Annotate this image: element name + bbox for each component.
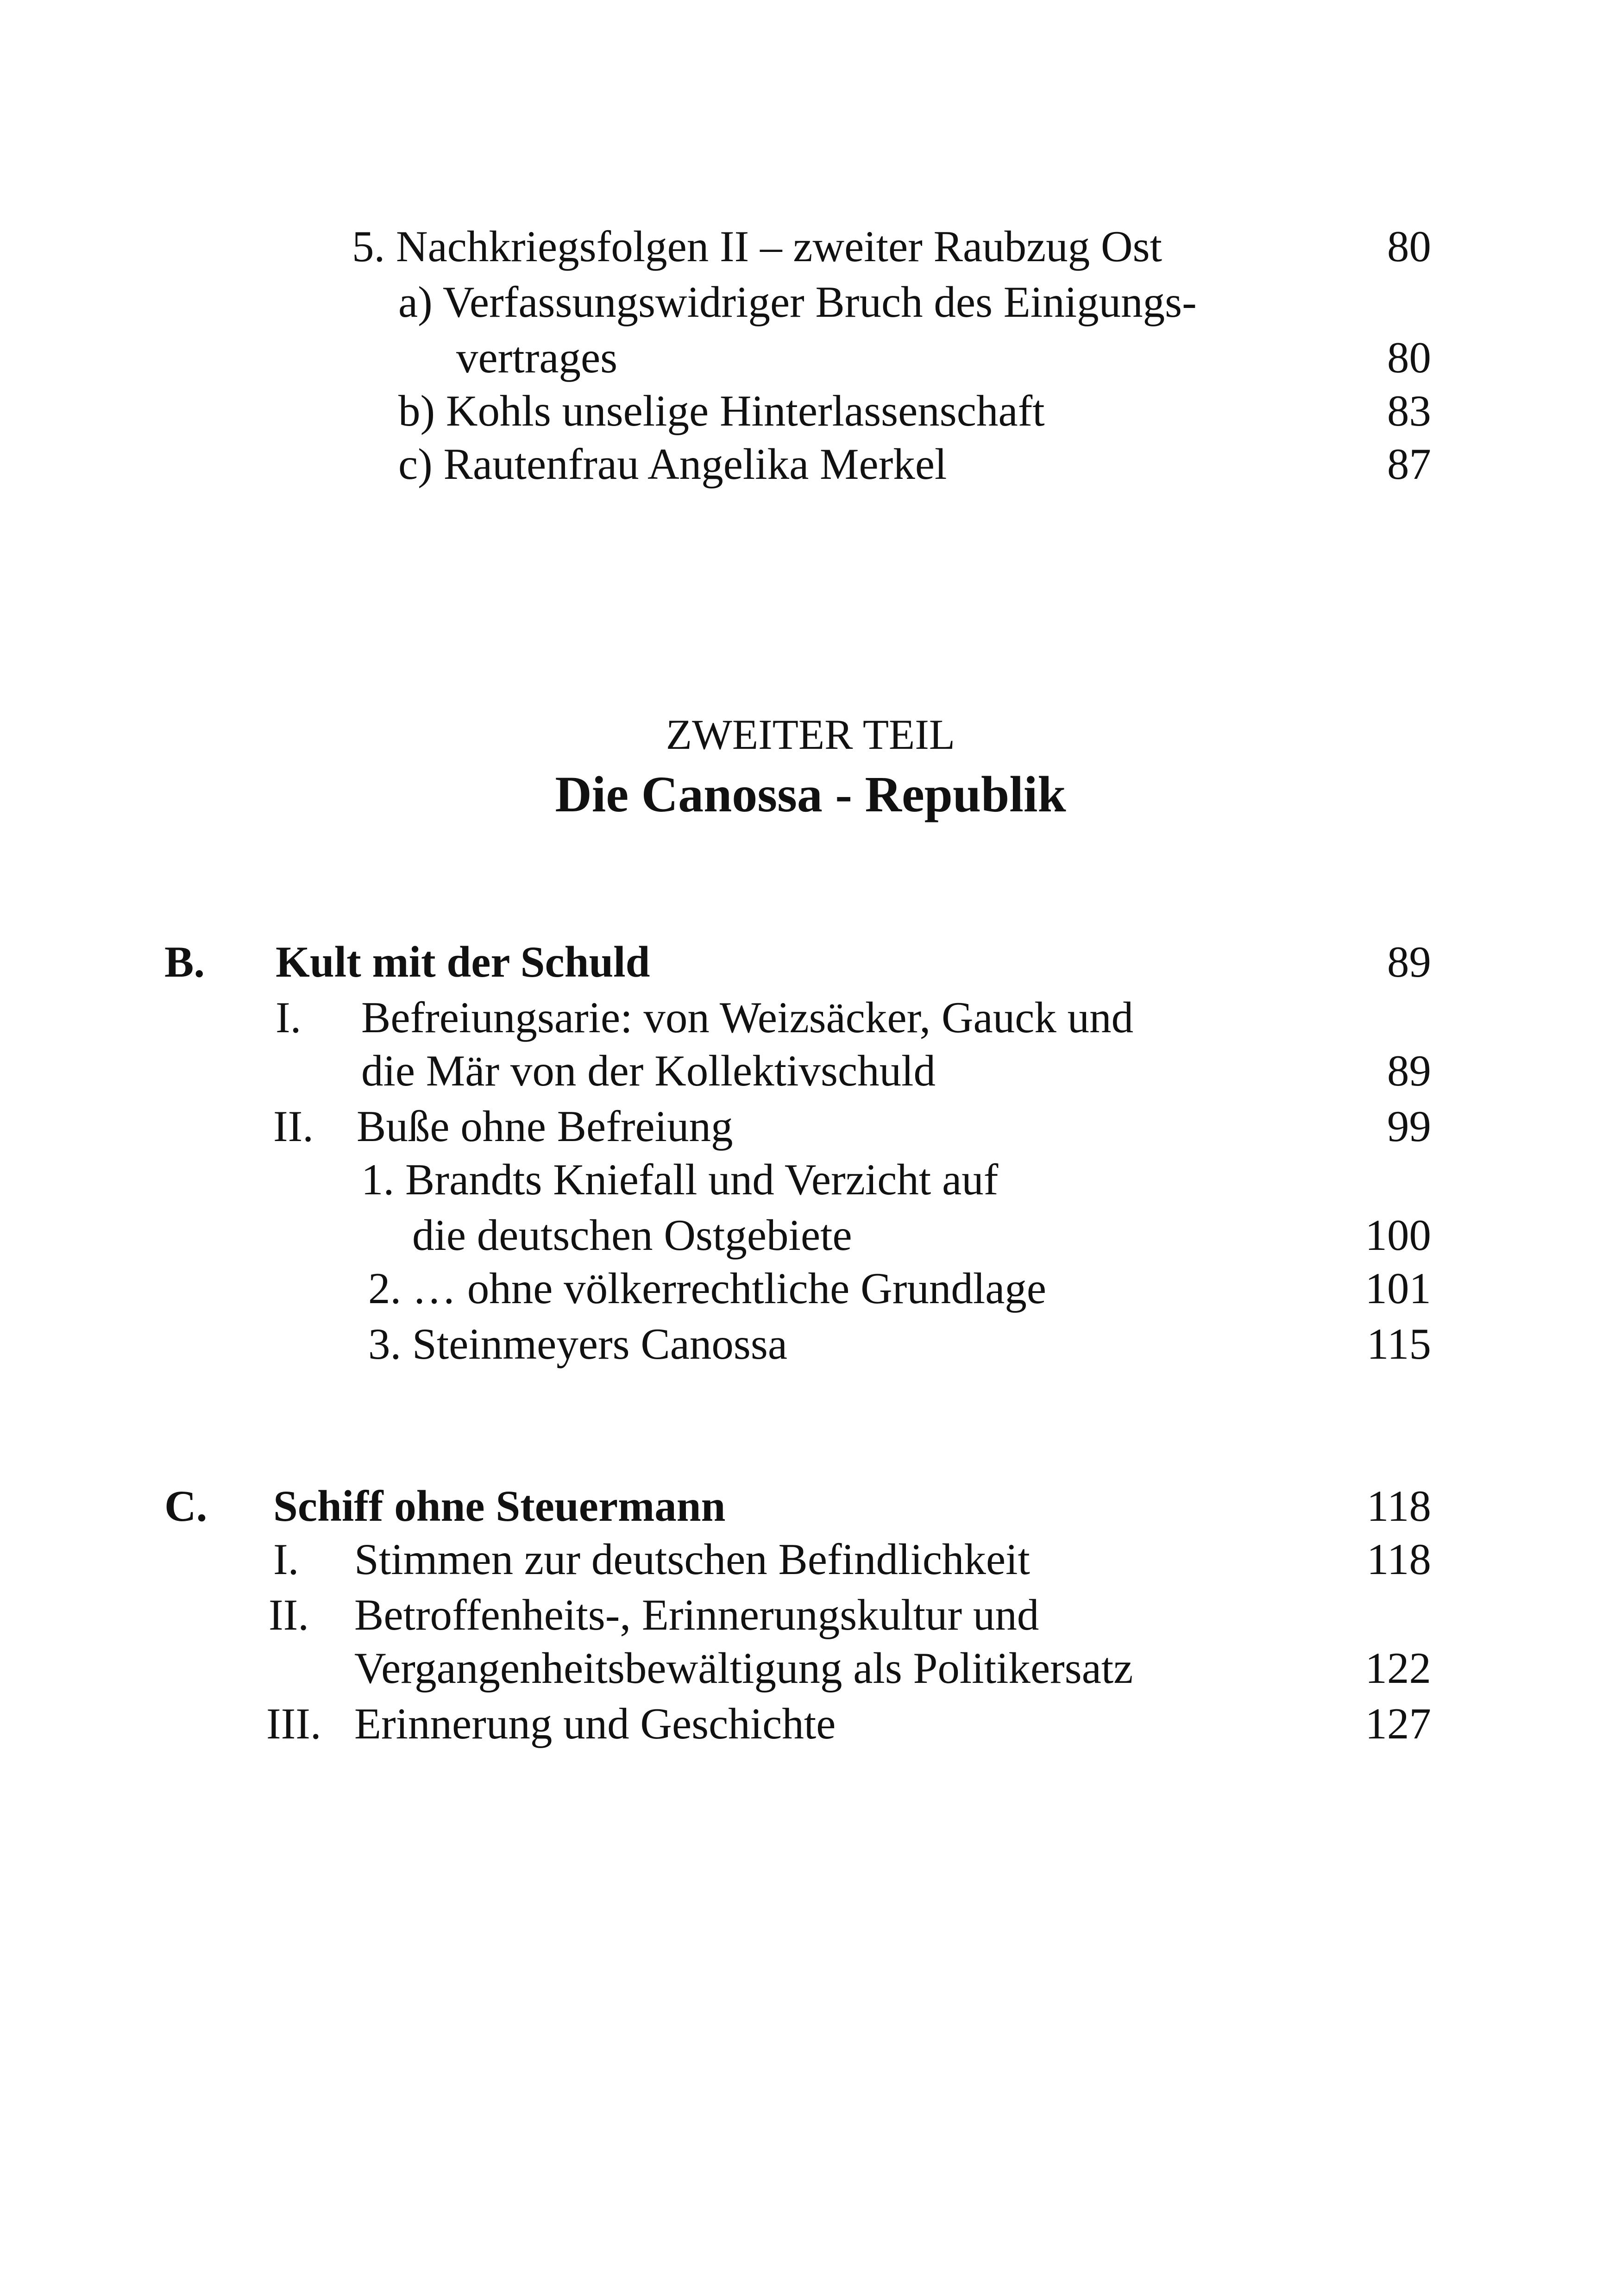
toc-entry-label: b) Kohls unselige Hinterlassenschaft xyxy=(398,386,1045,435)
toc-entry-label: Buße ohne Befreiung xyxy=(357,1102,733,1151)
toc-page-number: 80 xyxy=(1387,333,1431,382)
toc-entry-numeral: II. xyxy=(273,1102,314,1151)
section-title: Kult mit der Schuld xyxy=(276,937,650,986)
toc-entry-label: c) Rautenfrau Angelika Merkel xyxy=(398,439,947,489)
section-title: Schiff ohne Steuermann xyxy=(273,1481,726,1531)
section-letter: C. xyxy=(164,1481,207,1531)
toc-page-number: 89 xyxy=(1387,1046,1431,1095)
toc-page-number: 115 xyxy=(1367,1319,1431,1368)
toc-page-number: 101 xyxy=(1365,1264,1431,1313)
toc-entry-label-continued: Vergangenheitsbewältigung als Politikersatz xyxy=(354,1644,1133,1693)
part-kicker: ZWEITER TEIL xyxy=(666,711,955,758)
toc-page-number: 122 xyxy=(1365,1644,1431,1693)
toc-entry-label: 3. Steinmeyers Canossa xyxy=(368,1319,788,1368)
toc-page-number: 89 xyxy=(1387,937,1431,986)
toc-entry-label: Betroffenheits-, Erinnerungskultur und xyxy=(354,1590,1039,1639)
toc-entry-numeral: II. xyxy=(269,1590,309,1639)
toc-entry-label-continued: die Mär von der Kollektivschuld xyxy=(361,1046,936,1095)
toc-page-number: 80 xyxy=(1387,222,1431,271)
toc-entry-label: a) Verfassungswidriger Bruch des Einigungs- xyxy=(398,277,1197,326)
toc-entry-label: 5. Nachkriegsfolgen II – zweiter Raubzug Ost xyxy=(352,222,1162,271)
toc-page-number: 100 xyxy=(1365,1211,1431,1260)
toc-entry-label-continued: die deutschen Ostgebiete xyxy=(412,1211,852,1260)
toc-entry-numeral: I. xyxy=(273,1535,299,1584)
part-title: Die Canossa - Republik xyxy=(555,766,1066,822)
toc-entry-label: Erinnerung und Geschichte xyxy=(354,1699,836,1748)
toc-entry-label: 1. Brandts Kniefall und Verzicht auf xyxy=(361,1155,999,1204)
toc-page-number: 118 xyxy=(1367,1535,1431,1584)
section-letter: B. xyxy=(164,937,205,986)
toc-page-number: 118 xyxy=(1367,1481,1431,1531)
toc-page-number: 99 xyxy=(1387,1102,1431,1151)
toc-page-number: 83 xyxy=(1387,386,1431,435)
toc-entry-numeral: I. xyxy=(276,993,302,1042)
toc-page-number: 87 xyxy=(1387,439,1431,489)
toc-page-number: 127 xyxy=(1365,1699,1431,1748)
toc-entry-label: Befreiungsarie: von Weizsäcker, Gauck und xyxy=(361,993,1134,1042)
toc-entry-numeral: III. xyxy=(266,1699,321,1748)
toc-entry-label: 2. … ohne völkerrechtliche Grundlage xyxy=(368,1264,1047,1313)
toc-entry-label: Stimmen zur deutschen Befindlichkeit xyxy=(354,1535,1030,1584)
toc-entry-label-continued: vertrages xyxy=(456,333,618,382)
